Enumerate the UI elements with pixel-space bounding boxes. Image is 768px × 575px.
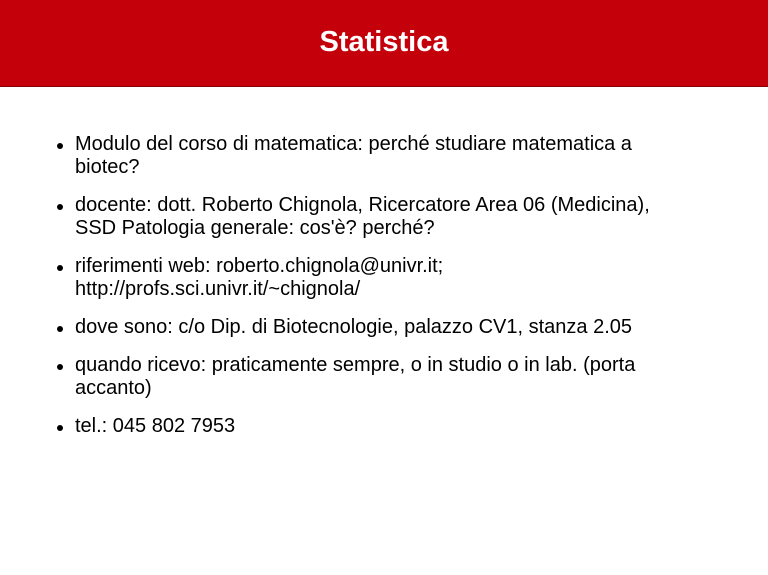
bullet-dot-icon [57, 326, 63, 332]
bullet-item-phone [0, 415, 768, 438]
bullet-dot-icon [57, 425, 63, 431]
bullet-text: tel.: 045 802 7953 [75, 415, 236, 437]
bullet-list [0, 133, 768, 453]
bullet-item-location [0, 316, 768, 339]
bullet-dot-icon [57, 265, 63, 271]
bullet-item-course [0, 133, 768, 179]
slide-title: Statistica [319, 26, 449, 58]
title-bar [0, 0, 768, 87]
bullet-item-office-hours [0, 354, 768, 400]
bullet-text: Modulo del corso di matematica: perché studiare matematica a biotec? [75, 133, 632, 178]
bullet-item-web [0, 255, 768, 301]
bullet-dot-icon [57, 364, 63, 370]
bullet-text: riferimenti web: roberto.chignola@univr.it; http://profs.sci.univr.it/~chignola/ [75, 255, 444, 300]
bullet-dot-icon [57, 204, 63, 210]
bullet-text: dove sono: c/o Dip. di Biotecnologie, palazzo CV1, stanza 2.05 [75, 316, 633, 338]
bullet-item-teacher [0, 194, 768, 240]
bullet-text: docente: dott. Roberto Chignola, Ricercatore Area 06 (Medicina), SSD Patologia generale: cos'è? perché? [75, 194, 650, 239]
bullet-dot-icon [57, 143, 63, 149]
bullet-text: quando ricevo: praticamente sempre, o in studio o in lab. (porta accanto) [75, 354, 636, 399]
